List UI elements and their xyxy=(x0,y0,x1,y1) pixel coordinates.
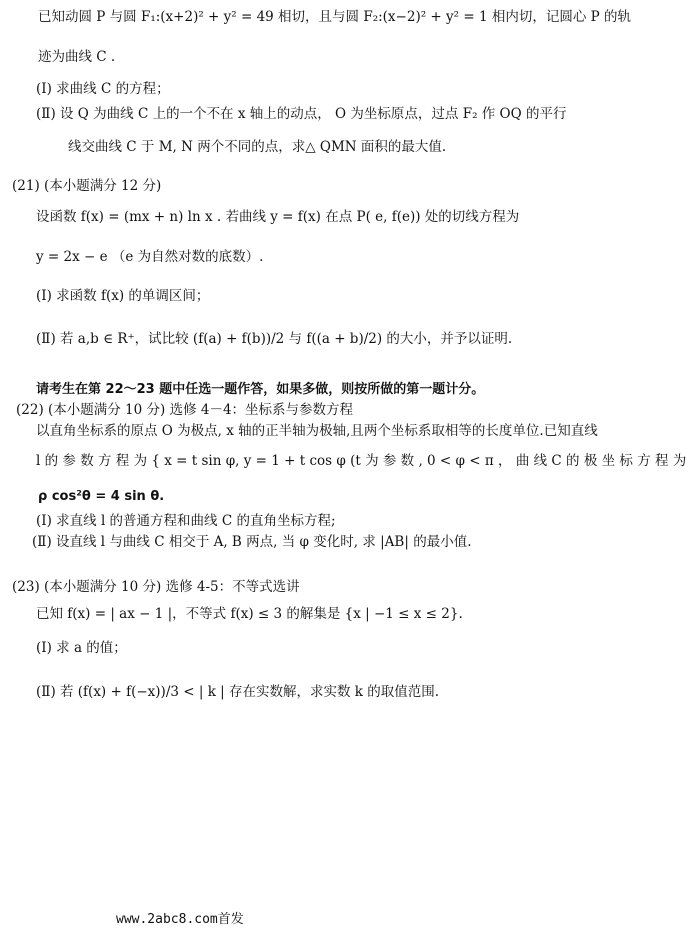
problem21-statement-line2: y = 2x − e （e 为自然对数的底数）. xyxy=(36,249,264,265)
problem21-part2: (Ⅱ) 若 a,b ∈ R⁺，试比较 (f(a) + f(b))/2 与 f((a + b)/2) 的大小，并予以证明. xyxy=(36,331,513,347)
choose-one-instruction: 请考生在第 22～23 题中任选一题作答，如果多做，则按所做的第一题计分。 xyxy=(36,382,485,397)
footer-source: www.2abc8.com首发 xyxy=(116,912,244,927)
problem21-part1: (Ⅰ) 求函数 f(x) 的单调区间； xyxy=(36,288,210,304)
problem22-polar-equation: ρ cos²θ = 4 sin θ. xyxy=(38,489,165,504)
problem23-statement: 已知 f(x) = | ax − 1 |，不等式 f(x) ≤ 3 的解集是 {x | −1 ≤ x ≤ 2}. xyxy=(36,606,463,622)
problem22-heading: (22) (本小题满分 10 分) 选修 4－4：坐标系与参数方程 xyxy=(16,402,354,418)
problem22-part1: (Ⅰ) 求直线 l 的普通方程和曲线 C 的直角坐标方程; xyxy=(36,513,336,529)
problem20-part2-line1: (Ⅱ) 设 Q 为曲线 C 上的一个不在 x 轴上的动点， O 为坐标原点，过点 F₂ 作 OQ 的平行 xyxy=(36,106,567,122)
problem23-part1: (Ⅰ) 求 a 的值； xyxy=(36,640,127,656)
problem20-part2-line2: 线交曲线 C 于 M, N 两个不同的点，求△ QMN 面积的最大值. xyxy=(68,139,447,155)
problem20-statement-line1: 已知动圆 P 与圆 F₁:(x+2)² + y² = 49 相切，且与圆 F₂:(x−2)² + y² = 1 相内切，记圆心 P 的轨 xyxy=(38,9,631,25)
problem22-statement-line2: l 的 参 数 方 程 为 { x = t sin φ, y = 1 + t cos φ (t 为 参 数 , 0 < φ < π ， 曲 线 C 的 极 坐 标 方 程 为 xyxy=(36,453,686,469)
problem20-part1: (Ⅰ) 求曲线 C 的方程； xyxy=(36,81,170,97)
problem23-heading: (23) (本小题满分 10 分) 选修 4-5：不等式选讲 xyxy=(12,579,300,595)
problem21-statement-line1: 设函数 f(x) = (mx + n) ln x . 若曲线 y = f(x) 在点 P( e, f(e)) 处的切线方程为 xyxy=(36,209,520,225)
problem22-statement-line1: 以直角坐标系的原点 O 为极点, x 轴的正半轴为极轴,且两个坐标系取相等的长度单位.已知直线 xyxy=(36,423,598,439)
problem22-part2: (Ⅱ) 设直线 l 与曲线 C 相交于 A, B 两点, 当 φ 变化时, 求 |AB| 的最小值. xyxy=(32,534,472,550)
problem20-statement-line2: 迹为曲线 C . xyxy=(38,49,116,65)
problem21-heading: (21) (本小题满分 12 分) xyxy=(12,178,162,194)
problem23-part2: (Ⅱ) 若 (f(x) + f(−x))/3 < | k | 存在实数解，求实数 k 的取值范围. xyxy=(36,684,440,700)
